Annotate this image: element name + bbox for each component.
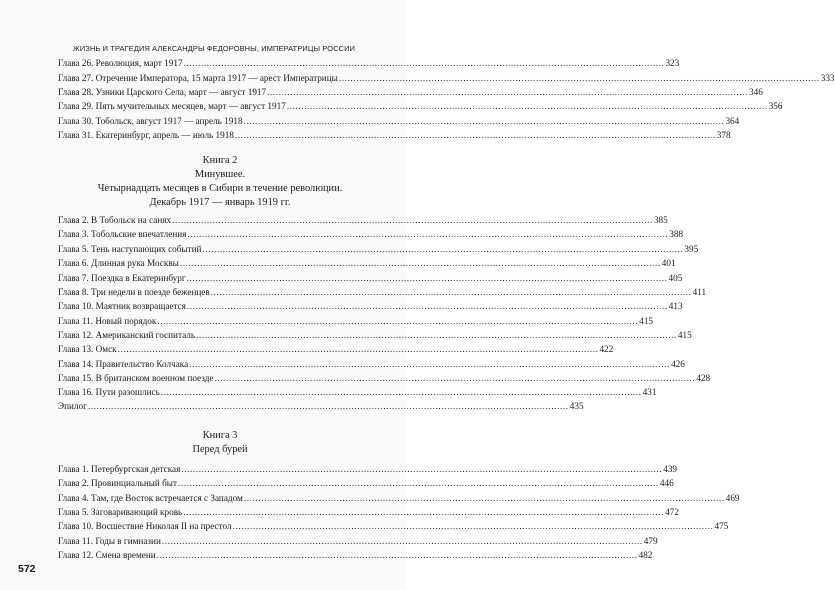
toc-title: Глава 31. Екатеринбург, апрель — июль 1918 [58, 130, 234, 140]
toc-title: Глава 11. Годы в гимназии [58, 536, 161, 546]
toc-page-number: 422 [599, 344, 614, 354]
toc-leader [181, 463, 662, 475]
toc-entry [58, 492, 740, 504]
toc-entry [58, 214, 668, 226]
toc-page-number: 364 [725, 116, 740, 126]
toc-leader [214, 372, 695, 384]
toc-entry [58, 257, 676, 269]
toc-page-number: 395 [684, 244, 699, 254]
book-2-subtitle: Четырнадцать месяцев в Сибири в течение революции. [97, 183, 343, 194]
toc-title: Глава 4. Там, где Восток встречается с Западом [58, 493, 243, 503]
toc-entry [58, 400, 584, 412]
toc-entry [58, 115, 740, 127]
toc-leader [118, 343, 599, 355]
toc-leader [180, 257, 661, 269]
toc-page-number: 475 [714, 521, 729, 531]
toc-leader [157, 315, 638, 327]
toc-page-number: 405 [668, 273, 683, 283]
book-2-subtitle: Минувшее. [194, 169, 246, 180]
toc-entry [58, 100, 783, 112]
toc-page-number: 378 [716, 130, 731, 140]
toc-title: Глава 8. Три недели в поезде беженцев [58, 287, 210, 297]
toc-leader [161, 386, 642, 398]
toc-page-number: 413 [668, 301, 683, 311]
toc-title: Глава 2. В Тобольск на санях [58, 215, 172, 225]
toc-leader [202, 243, 683, 255]
toc-page-number: 431 [642, 387, 657, 397]
toc-title: Глава 30. Тобольск, август 1917 — апрель 1918 [58, 116, 243, 126]
toc-title: Глава 16. Пути разошлись [58, 387, 160, 397]
toc-entry [58, 243, 699, 255]
toc-leader [233, 520, 714, 532]
toc-title: Глава 27. Отречение Императора, 15 марта 1917 — арест Императрицы [58, 73, 338, 83]
toc-leader [88, 400, 569, 412]
toc-entry [58, 549, 653, 561]
toc-page-number: 411 [692, 287, 707, 297]
toc-entry [58, 358, 685, 370]
toc-page-number: 446 [659, 478, 674, 488]
toc-entry [58, 463, 678, 475]
toc-entry [58, 535, 658, 547]
toc-page-number: 426 [671, 359, 685, 369]
toc-page-number: 469 [725, 493, 740, 503]
toc-title: Глава 14. Правительство Колчака [58, 359, 189, 369]
toc-leader [172, 214, 653, 226]
page-number: 572 [18, 563, 36, 575]
toc-title: Глава 3. Тобольские впечатления [58, 229, 187, 239]
toc-page-number: 333 [820, 73, 835, 83]
toc-page-number: 479 [643, 536, 658, 546]
toc-page-number: 415 [639, 316, 654, 326]
toc-page-number: 428 [696, 373, 711, 383]
toc-title: Глава 28. Узники Царского Села, март — август 1917 [58, 87, 267, 97]
toc-leader [196, 329, 677, 341]
book-2-heading: Книга 2 [202, 155, 238, 166]
toc-page-number: 346 [749, 87, 763, 97]
toc-entry [58, 372, 711, 384]
toc-entry [58, 520, 729, 532]
toc-entry [58, 315, 654, 327]
toc-entry [58, 386, 657, 398]
toc-title: Глава 1. Петербургская детская [58, 464, 181, 474]
toc-page-number: 472 [665, 507, 679, 517]
toc-entry [58, 57, 680, 69]
toc-leader [178, 477, 659, 489]
toc-leader [162, 535, 643, 547]
book-3-subtitle: Перед бурей [192, 444, 248, 455]
toc-leader [287, 100, 768, 112]
toc-title: Глава 10. Восшествие Николая II на престол [58, 521, 232, 531]
toc-entry [58, 272, 683, 284]
toc-page-number: 356 [768, 101, 783, 111]
toc-page-number: 323 [665, 58, 680, 68]
toc-leader [235, 129, 716, 141]
toc-title: Глава 11. Новый порядок [58, 316, 157, 326]
toc-entry [58, 506, 679, 518]
toc-leader [339, 72, 820, 84]
toc-title: Глава 13. Омск [58, 344, 117, 354]
toc-leader [187, 272, 668, 284]
toc-entry [58, 129, 731, 141]
toc-page-number: 388 [669, 229, 684, 239]
toc-title: Глава 12. Смена времени [58, 550, 156, 560]
toc-title: Глава 26. Революция, март 1917 [58, 58, 183, 68]
toc-page-number: 385 [653, 215, 668, 225]
toc-entry [58, 72, 835, 84]
toc-leader [187, 300, 668, 312]
toc-title: Глава 10. Маятник возвращается [58, 301, 186, 311]
toc-page-number: 439 [663, 464, 678, 474]
toc-title: Глава 6. Длинная рука Москвы [58, 258, 179, 268]
toc-leader [189, 358, 670, 370]
toc-entry [58, 329, 692, 341]
toc-leader [267, 86, 748, 98]
toc-page-number: 435 [569, 401, 584, 411]
toc-entry [58, 300, 683, 312]
toc-page-number: 401 [661, 258, 676, 268]
toc-entry [58, 286, 707, 298]
toc-entry [58, 477, 674, 489]
toc-title: Глава 5. Заговаривающий кровь [58, 507, 183, 517]
book-2-subtitle: Декабрь 1917 — январь 1919 гг. [149, 197, 291, 208]
toc-leader [157, 549, 638, 561]
toc-title: Глава 7. Поездка в Екатеринбург [58, 273, 186, 283]
toc-leader [211, 286, 692, 298]
toc-title: Глава 15. В британском военном поезде [58, 373, 214, 383]
toc-leader [183, 506, 664, 518]
toc-page-number: 482 [638, 550, 653, 560]
toc-leader [184, 57, 665, 69]
toc-title: Глава 12. Американский госпиталь [58, 330, 196, 340]
toc-title: Глава 29. Пять мучительных месяцев, март — август 1917 [58, 101, 286, 111]
toc-title: Глава 2. Провинциальный быт [58, 478, 177, 488]
running-head: ЖИЗНЬ И ТРАГЕДИЯ АЛЕКСАНДРЫ ФЕДОРОВНЫ, ИМПЕРАТРИЦЫ РОССИИ [72, 44, 356, 53]
toc-title: Глава 5. Тень наступающих событий [58, 244, 202, 254]
toc-leader [244, 115, 725, 127]
toc-entry [58, 228, 684, 240]
toc-page-number: 415 [677, 330, 692, 340]
toc-leader [244, 492, 725, 504]
toc-title: Эпилог [58, 401, 87, 411]
book-3-heading: Книга 3 [202, 430, 238, 441]
toc-leader [187, 228, 668, 240]
toc-entry [58, 86, 763, 98]
toc-entry [58, 343, 614, 355]
